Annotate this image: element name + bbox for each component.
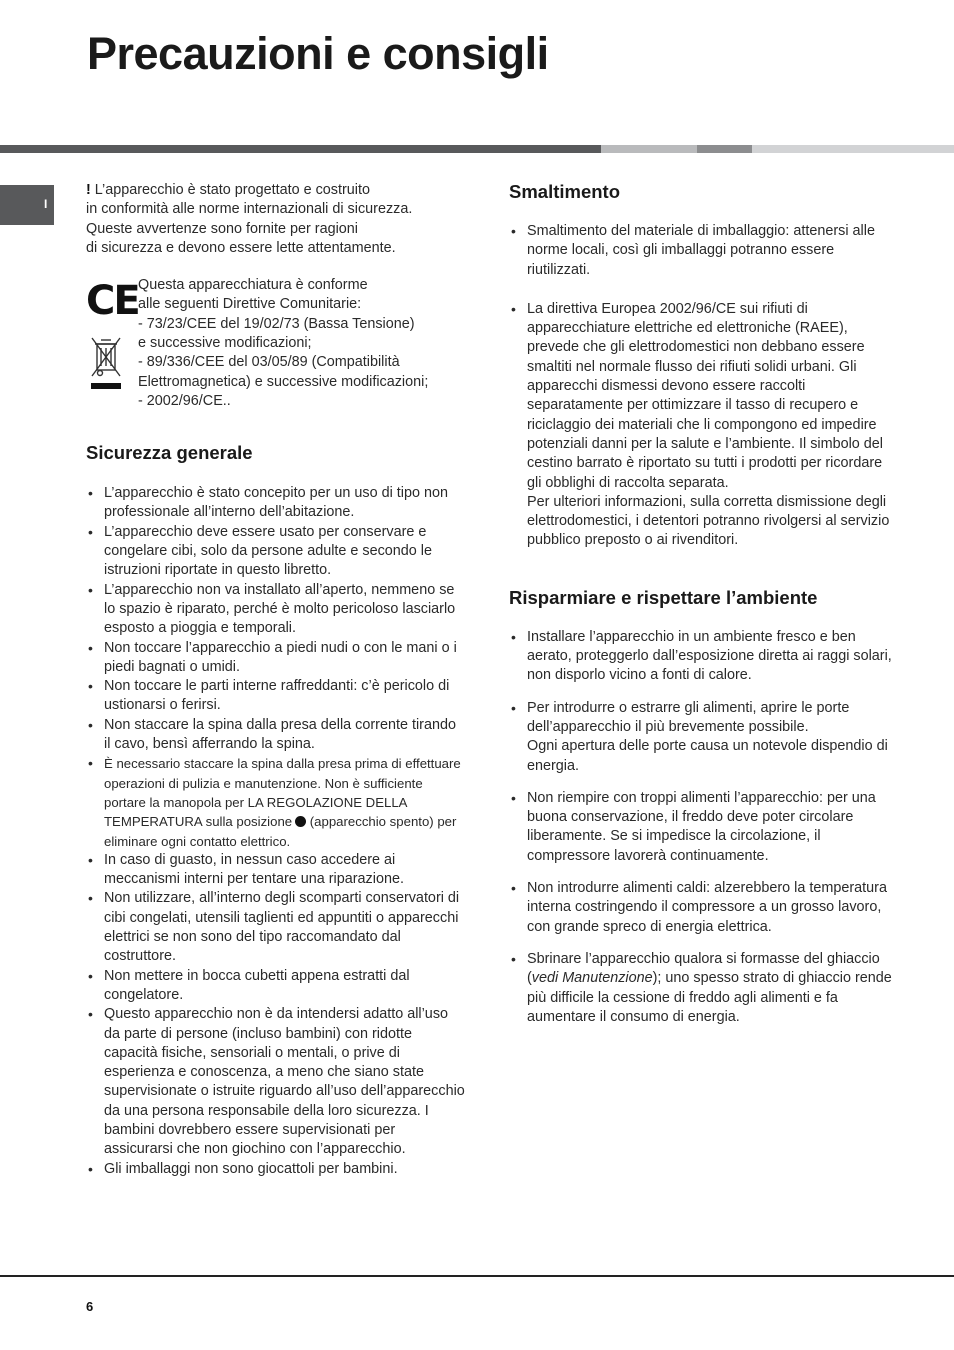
right-column: [509, 181, 899, 1027]
defrost-link-manutenzione: vedi Manutenzione: [531, 970, 653, 987]
raee-text-more: Per ulteriori informazioni, sulla corretta dismissione degli elettrodomestici, i detentori potranno rivolgersi al servizio pubblico preposto o ai rivenditori.: [527, 493, 890, 549]
list-item: • L’apparecchio deve essere usato per conservare e congelare cibi, solo da persone adulte e secondo le istruzioni riportate in questo libretto.: [86, 523, 466, 581]
header-bar-segment-lighter: [752, 145, 954, 153]
list-item: • L’apparecchio è stato concepito per un uso di tipo non professionale all’interno dell’abitazione.: [86, 484, 466, 523]
conformity-line-3: - 73/23/CEE del 19/02/73 (Bassa Tensione): [138, 315, 415, 332]
list-item: • Smaltimento del materiale di imballaggio: attenersi alle norme locali, così gli imballaggi potranno essere riutilizzati.: [509, 222, 899, 280]
footer-rule: [0, 1275, 954, 1277]
list-item: • Non introdurre alimenti caldi: alzerebbero la temperatura interna costringendo il compressore a un grosso lavoro, con grande spreco di energia elettrica.: [509, 879, 899, 937]
list-item: • Gli imballaggi non sono giocattoli per bambini.: [86, 1160, 466, 1179]
intro-line-4: di sicurezza e devono essere lette attentamente.: [86, 239, 396, 256]
list-item-doors: [509, 699, 899, 776]
conformity-text: [138, 276, 468, 411]
unplug-text-after: (apparecchio spento) per eliminare ogni contatto elettrico.: [104, 814, 457, 849]
list-item: • Non utilizzare, all’interno degli scomparti conservatori di cibi congelati, utensili taglienti ed appuntiti o apparecchi elettrici se non sono del tipo raccomandato dal costruttore.: [86, 889, 466, 966]
ce-mark-icon: CE: [86, 278, 139, 325]
intro-line-1: L’apparecchio è stato progettato e costruito: [90, 182, 370, 198]
unplug-text-before: È necessario staccare la spina dalla presa prima di effettuare operazioni di pulizia e manutenzione. Non è sufficiente portare la manopola per LA REGOLAZIONE DELLA TEMPERATURA sulla posizione: [104, 756, 461, 830]
defrost-text-before: Sbrinare l’apparecchio qualora si formasse del ghiaccio (: [527, 950, 880, 987]
list-item: • Non toccare l’apparecchio a piedi nudi o con le mani o i piedi bagnati o umidi.: [86, 639, 466, 678]
intro-line-3: Queste avvertenze sono fornite per ragioni: [86, 220, 358, 237]
header-bar-segment-light: [601, 145, 697, 153]
intro-line-2: in conformità alle norme internazionali di sicurezza.: [86, 201, 413, 218]
header-bar-segment-mid: [697, 145, 752, 153]
conformity-line-6: Elettromagnetica) e successive modificazioni;: [138, 373, 429, 390]
list-item: • L’apparecchio non va installato all’aperto, nemmeno se lo spazio è riparato, perché è molto pericoloso lasciarlo esposto a pioggia e temporali.: [86, 581, 466, 639]
warning-exclamation: !: [86, 182, 91, 198]
list-item-defrost: [509, 950, 899, 1027]
conformity-line-5: - 89/336/CEE del 03/05/89 (Compatibilità: [138, 354, 400, 371]
list-item: • In caso di guasto, in nessun caso accedere ai meccanismi interni per tentare una riparazione.: [86, 851, 466, 890]
list-item-raee: [509, 300, 899, 551]
conformity-line-2: alle seguenti Direttive Comunitarie:: [138, 296, 362, 313]
list-item: • Questo apparecchio non è da intendersi adatto all’uso da parte di persone (incluso bambini) con ridotte capacità fisiche, sensoriali o mentali, o prive di esperienza e conoscenza, a meno che siano state supervisionate o istruite riguardo all’uso dell’apparecchio da una persona responsabile della loro sicurezza. I bambini dovrebbero essere supervisionati per assicurarsi che non giochino con l’apparecchio.: [86, 1005, 466, 1159]
doors-text: Per introdurre o estrarre gli alimenti, aprire le porte dell’apparecchio il più brevemente possibile.: [527, 699, 850, 735]
crossed-out-bin-icon: [88, 334, 124, 392]
conformity-line-4: e successive modificazioni;: [138, 335, 312, 352]
conformity-line-1: Questa apparecchiatura è conforme: [138, 277, 368, 294]
list-item: • Non staccare la spina dalla presa della corrente tirando il cavo, bensì afferrando la spina.: [86, 716, 466, 755]
risparmiare-list: [509, 628, 899, 1027]
defrost-text-after: ); uno spesso strato di ghiaccio rende più difficile la cessione di freddo agli alimenti e fa aumentare il consumo di energia.: [527, 970, 892, 1025]
off-position-dot-icon: [295, 816, 306, 827]
header-bar-segment-dark: [0, 145, 601, 153]
doors-text-more: Ogni apertura delle porte causa un notevole dispendio di energia.: [527, 738, 888, 774]
list-item: • Non mettere in bocca cubetti appena estratti dal congelatore.: [86, 967, 466, 1006]
list-item: • Non toccare le parti interne raffreddanti: c’è pericolo di ustionarsi o ferirsi.: [86, 677, 466, 716]
list-item: • Non riempire con troppi alimenti l’apparecchio: per una buona conservazione, il freddo deve poter circolare liberamente. Se si impedisce la circolazione, il compressore lavorerà continuamente.: [509, 789, 899, 866]
list-item: • Installare l’apparecchio in un ambiente fresco e ben aerato, proteggerlo dall’esposizione diretta ai raggi solari, non disporlo vicino a fonti di calore.: [509, 628, 899, 686]
section-heading-smaltimento: Smaltimento: [509, 181, 621, 202]
language-tab: [0, 185, 54, 225]
raee-text: La direttiva Europea 2002/96/CE sui rifiuti di apparecchiature elettriche ed elettroniche (RAEE), prevede che gli elettrodomestici non debbano essere smaltiti nel normale flusso dei rifiuti solidi urbani. Gli apparecchi dismessi devono essere raccolti separatamente per ottimizzare il tasso di recupero e riciclaggio dei materiali che li compongono ed impedire potenziali danni per la salute e l’ambiente. Il simbolo del cestino barrato è riportato su tutti i prodotti per ricordare gli obblighi di raccolta separata.: [527, 300, 883, 491]
sicurezza-list: [86, 484, 466, 1179]
page-number: 6: [86, 1299, 94, 1314]
section-heading-sicurezza: Sicurezza generale: [86, 442, 253, 464]
language-tab-label: I: [44, 197, 48, 211]
left-column: [86, 181, 466, 1179]
list-item-unplug: [86, 754, 466, 850]
smaltimento-list: [509, 222, 899, 280]
section-heading-risparmiare: Risparmiare e rispettare l’ambiente: [509, 586, 818, 608]
smaltimento-list-2: [509, 300, 899, 551]
intro-warning: [86, 181, 466, 258]
conformity-block: [86, 276, 466, 408]
conformity-line-7: - 2002/96/CE..: [138, 392, 231, 409]
page-title: Precauzioni e consigli: [87, 28, 549, 79]
